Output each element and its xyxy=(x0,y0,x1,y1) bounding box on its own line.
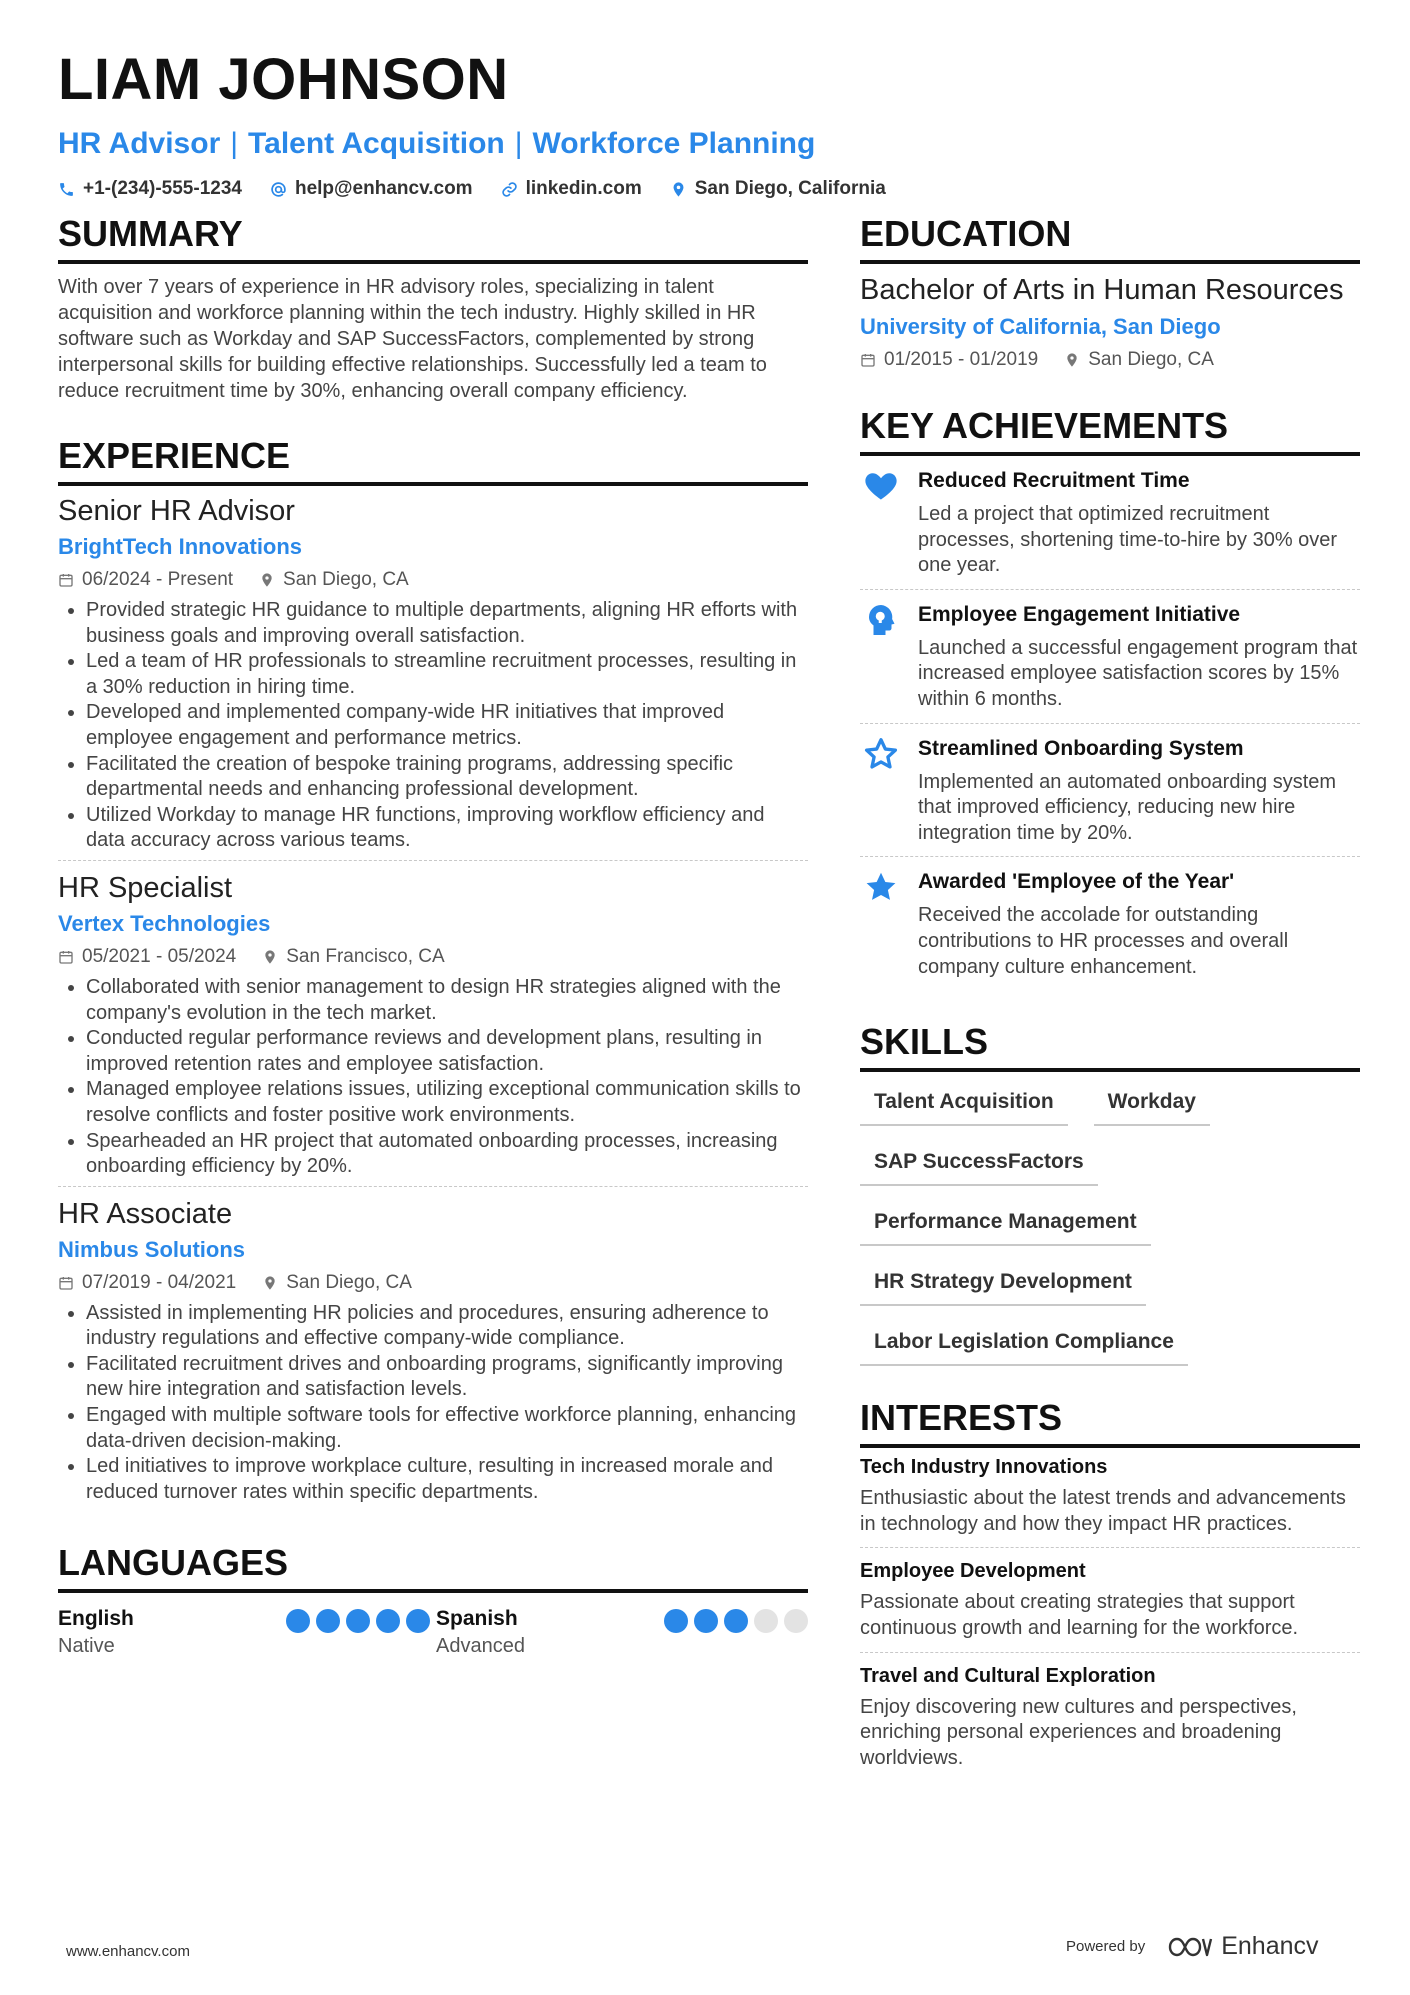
tagline-separator: | xyxy=(514,127,523,160)
job-location-text: San Diego, CA xyxy=(286,1271,412,1293)
language-item xyxy=(58,1605,430,1659)
footer-website[interactable]: www.enhancv.com xyxy=(66,1943,190,1960)
job-bullets xyxy=(58,598,808,854)
rating-dot-empty xyxy=(784,1609,808,1633)
achievement-title: Employee Engagement Initiative xyxy=(918,602,1241,626)
calendar-icon xyxy=(860,352,876,368)
skill-tag: SAP SuccessFactors xyxy=(860,1148,1098,1186)
job-dates-text: 06/2024 - Present xyxy=(82,569,234,590)
enhancv-logo-icon xyxy=(1167,1934,1213,1960)
at-icon xyxy=(270,181,287,198)
interest-item xyxy=(860,1652,1360,1782)
tagline-item: Workforce Planning xyxy=(532,127,816,160)
company-name: Vertex Technologies xyxy=(58,910,271,936)
job-dates xyxy=(58,566,233,594)
achievement-desc: Led a project that optimized recruitment processes, shortening time-to-hire by 30% over one year. xyxy=(918,503,1338,577)
company-name: BrightTech Innovations xyxy=(58,534,303,559)
location-text: San Diego, California xyxy=(694,178,886,199)
right-column xyxy=(860,212,1360,1811)
section-title-education: EDUCATION xyxy=(860,212,1360,264)
bullet-item: • Engaged with multiple software tools for effective workforce planning, enhancing data-driven decision-making. xyxy=(86,1403,808,1454)
bullet-item: • Facilitated recruitment drives and onboarding programs, significantly improving new hire integration and satisfaction levels. xyxy=(86,1352,808,1403)
interest-title: Employee Development xyxy=(860,1560,1086,1583)
rating-dot-filled xyxy=(376,1609,400,1633)
interest-title: Tech Industry Innovations xyxy=(860,1456,1108,1479)
job-dates-text: 07/2019 - 04/2021 xyxy=(82,1271,237,1293)
job-location xyxy=(262,1269,412,1297)
job-dates xyxy=(58,943,236,971)
job-bullets xyxy=(58,975,808,1180)
education-dates-text: 01/2015 - 01/2019 xyxy=(884,349,1039,370)
experience-section xyxy=(58,434,808,1511)
contact-location xyxy=(670,178,886,200)
language-rating xyxy=(664,1609,808,1633)
achievements-section xyxy=(860,404,1360,990)
skill-tag: Workday xyxy=(1094,1088,1210,1126)
achievement-item xyxy=(860,456,1360,589)
phone-icon xyxy=(58,181,75,198)
achievement-desc: Received the accolade for outstanding contributions to HR processes and overall company culture enhancement. xyxy=(918,904,1289,978)
tagline-item: HR Advisor xyxy=(58,127,221,160)
degree-title: Bachelor of Arts in Human Resources xyxy=(860,274,1344,306)
job-dates xyxy=(58,1269,236,1297)
bullet-item: • Led initiatives to improve workplace culture, resulting in increased morale and reduced turnover rates within specific departments. xyxy=(86,1454,808,1505)
achievement-desc: Implemented an automated onboarding system that improved efficiency, reducing new hire integration time by 20%. xyxy=(918,770,1337,844)
contact-bar xyxy=(58,178,1358,200)
company-name: Nimbus Solutions xyxy=(58,1236,245,1262)
job-location xyxy=(259,566,409,594)
bullet-item: • Developed and implemented company-wide HR initiatives that improved employee engagement and performance metrics. xyxy=(86,700,808,751)
bullet-item: • Utilized Workday to manage HR functions, improving workflow efficiency and data accuracy across various teams. xyxy=(86,803,808,854)
job-entry xyxy=(58,492,808,860)
achievement-item xyxy=(860,723,1360,857)
location-pin-icon xyxy=(262,949,278,965)
language-list xyxy=(58,1605,808,1659)
section-title-achievements: KEY ACHIEVEMENTS xyxy=(860,404,1360,456)
job-meta xyxy=(58,1269,808,1297)
section-title-languages: LANGUAGES xyxy=(58,1541,808,1593)
calendar-icon xyxy=(58,572,74,588)
head-lightbulb-icon xyxy=(863,602,899,638)
rating-dot-filled xyxy=(286,1609,310,1633)
bullet-item: • Assisted in implementing HR policies and procedures, ensuring adherence to industry regulations and effective company-wide compliance. xyxy=(86,1301,808,1352)
job-title: Senior HR Advisor xyxy=(58,495,295,527)
location-pin-icon xyxy=(1064,352,1080,368)
heart-icon xyxy=(863,468,899,504)
skill-tag: HR Strategy Development xyxy=(860,1268,1146,1306)
rating-dot-filled xyxy=(406,1609,430,1633)
calendar-icon xyxy=(58,949,74,965)
star-outline-icon xyxy=(863,736,899,772)
bullet-item: • Facilitated the creation of bespoke training programs, addressing specific departmental needs and enhancing professional development. xyxy=(86,752,808,803)
left-column xyxy=(58,212,808,1689)
achievement-title: Awarded 'Employee of the Year' xyxy=(918,870,1235,894)
job-meta xyxy=(58,566,808,594)
language-name: English xyxy=(58,1607,134,1631)
job-title: HR Specialist xyxy=(58,871,233,904)
bullet-item: • Managed employee relations issues, utilizing exceptional communication skills to resolve conflicts and foster positive work environments. xyxy=(86,1077,808,1128)
job-bullets xyxy=(58,1301,808,1506)
education-location-text: San Diego, CA xyxy=(1088,349,1214,370)
job-dates-text: 05/2021 - 05/2024 xyxy=(82,945,237,967)
rating-dot-filled xyxy=(316,1609,340,1633)
tagline-separator: | xyxy=(230,127,239,160)
education-location xyxy=(1064,346,1214,374)
tagline xyxy=(58,124,1358,164)
interest-item xyxy=(860,1547,1360,1651)
phone-text: +1-(234)-555-1234 xyxy=(83,178,242,199)
bullet-item: • Conducted regular performance reviews and development plans, resulting in improved retention rates and employee satisfaction. xyxy=(86,1026,808,1077)
achievement-item xyxy=(860,589,1360,723)
language-level: Advanced xyxy=(436,1635,525,1658)
location-pin-icon xyxy=(262,1275,278,1291)
job-entry xyxy=(58,860,808,1186)
interest-title: Travel and Cultural Exploration xyxy=(860,1664,1156,1687)
summary-section xyxy=(58,212,808,404)
star-icon xyxy=(863,869,899,905)
skill-tag: Labor Legislation Compliance xyxy=(860,1328,1188,1366)
skills-section xyxy=(860,1020,1360,1366)
education-section xyxy=(860,212,1360,374)
brand-name: Enhancv xyxy=(1221,1932,1319,1960)
powered-by-text: Powered by xyxy=(1066,1938,1146,1955)
education-dates xyxy=(860,346,1038,374)
location-pin-icon xyxy=(670,181,687,198)
language-item xyxy=(436,1605,808,1659)
tagline-item: Talent Acquisition xyxy=(248,127,505,160)
bullet-item: • Provided strategic HR guidance to multiple departments, aligning HR efforts with business goals and improving overall satisfaction. xyxy=(86,598,808,649)
contact-email[interactable] xyxy=(270,178,473,200)
language-rating xyxy=(286,1609,430,1633)
interest-desc: Enthusiastic about the latest trends and advancements in technology and how they impact HR practices. xyxy=(860,1487,1346,1535)
interest-desc: Enjoy discovering new cultures and perspectives, enriching personal experiences and broadening worldviews. xyxy=(860,1695,1297,1769)
languages-section xyxy=(58,1541,808,1659)
achievement-title: Streamlined Onboarding System xyxy=(918,736,1244,760)
section-title-summary: SUMMARY xyxy=(58,212,808,264)
location-pin-icon xyxy=(259,572,275,588)
skill-tag: Talent Acquisition xyxy=(860,1088,1068,1126)
interest-item xyxy=(860,1448,1360,1547)
rating-dot-filled xyxy=(724,1609,748,1633)
school-name: University of California, San Diego xyxy=(860,314,1221,339)
header xyxy=(58,40,1358,200)
skills-list xyxy=(860,1088,1360,1366)
rating-dot-filled xyxy=(664,1609,688,1633)
calendar-icon xyxy=(58,1275,74,1291)
link-icon xyxy=(501,181,518,198)
rating-dot-filled xyxy=(346,1609,370,1633)
email-text: help@enhancv.com xyxy=(294,178,473,199)
skill-tag: Performance Management xyxy=(860,1208,1151,1246)
rating-dot-empty xyxy=(754,1609,778,1633)
section-title-interests: INTERESTS xyxy=(860,1396,1360,1448)
interest-desc: Passionate about creating strategies that support continuous growth and learning for the workforce. xyxy=(860,1591,1299,1639)
bullet-item: • Collaborated with senior management to design HR strategies aligned with the company's evolution in the tech market. xyxy=(86,975,808,1026)
candidate-name: LIAM JOHNSON xyxy=(58,47,509,112)
contact-link[interactable] xyxy=(501,178,642,200)
rating-dot-filled xyxy=(694,1609,718,1633)
footer-branding xyxy=(1066,1932,1319,1961)
language-level: Native xyxy=(58,1635,115,1658)
job-entry xyxy=(58,1186,808,1512)
job-location xyxy=(262,943,444,971)
achievement-item xyxy=(860,856,1360,990)
bullet-item: • Led a team of HR professionals to streamline recruitment processes, resulting in a 30% reduction in hiring time. xyxy=(86,649,808,700)
language-name: Spanish xyxy=(436,1607,518,1631)
section-title-experience: EXPERIENCE xyxy=(58,434,808,486)
section-title-skills: SKILLS xyxy=(860,1020,1360,1072)
job-location-text: San Francisco, CA xyxy=(286,945,445,967)
bullet-item: • Spearheaded an HR project that automated onboarding processes, increasing onboarding efficiency by 20%. xyxy=(86,1129,808,1180)
education-meta xyxy=(860,346,1360,374)
contact-phone[interactable] xyxy=(58,178,242,200)
interests-section xyxy=(860,1396,1360,1781)
brand-logo[interactable] xyxy=(1167,1932,1318,1961)
achievement-title: Reduced Recruitment Time xyxy=(918,469,1190,492)
job-location-text: San Diego, CA xyxy=(283,569,409,590)
job-meta xyxy=(58,943,808,971)
link-text: linkedin.com xyxy=(525,178,642,199)
achievement-desc: Launched a successful engagement program that increased employee satisfaction scores by 15% within 6 months. xyxy=(918,636,1358,710)
job-title: HR Associate xyxy=(58,1197,233,1230)
summary-text: With over 7 years of experience in HR advisory roles, specializing in talent acquisition and workforce planning within the tech industry. Highly skilled in HR software such as Workday and SAP SuccessFactors, complemented by strong interpersonal skills for building effective relationships. Successfully led a team to reduce recruitment time by 30%, enhancing overall company efficiency. xyxy=(58,276,767,402)
